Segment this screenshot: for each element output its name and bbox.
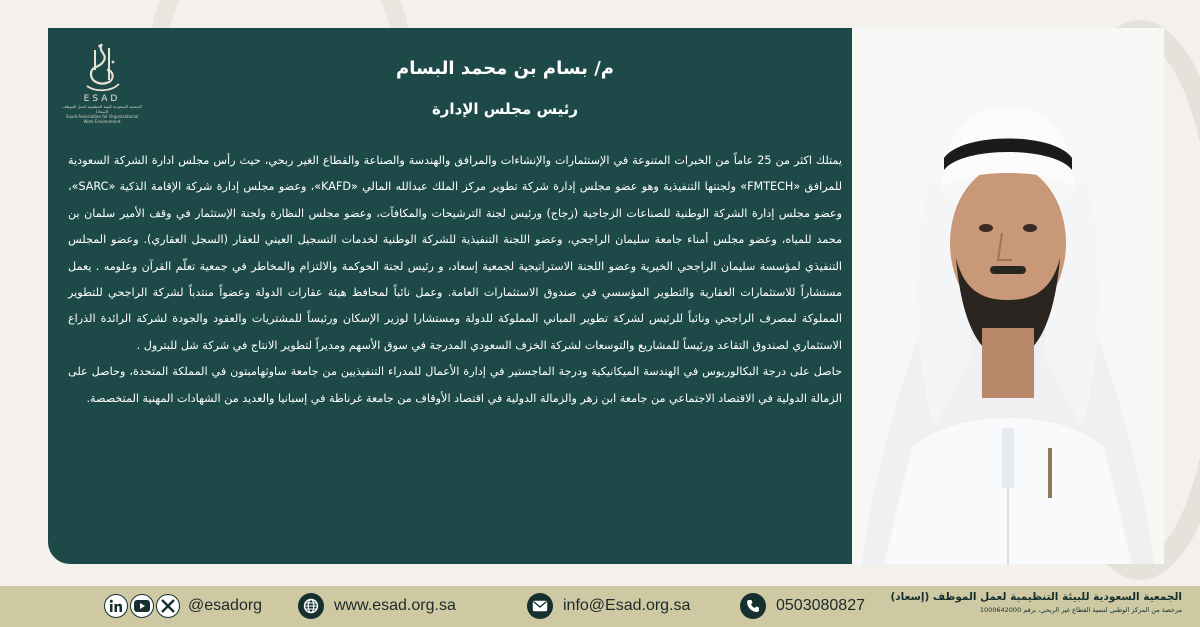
- social-links: [104, 591, 262, 621]
- globe-icon: [298, 593, 324, 619]
- biography: [68, 148, 842, 412]
- organization-name: الجمعية السعودية للبيئة التنظيمية لعمل الموظف (إسعاد): [890, 591, 1182, 603]
- website-text[interactable]: www.esad.org.sa: [334, 597, 456, 614]
- person-name: م/ بسام بن محمد البسام: [396, 58, 614, 79]
- social-icons: [104, 594, 180, 618]
- bio-paragraph: حاصل على درجة البكالوريوس في الهندسة الميكانيكية ودرجة الماجستير في إدارة الأعمال للمدراء التنفيذيين من جامعة ساوثهامبتون في المملكة المتحدة، وحاصل على الزمالة الدولية في الاقتصاد الاجتماعي من جامعة ابن زهر والزمالة الدولية في اقتصاد الأوقاف من جامعة غرناطة في إسبانيا والعديد من الشهادات المهنية المتخصصة.: [68, 365, 842, 405]
- phone-text[interactable]: 0503080827: [776, 597, 865, 614]
- website-link[interactable]: [298, 591, 456, 621]
- logo-subtitle-en: Saudi Association for Organizational Work Environment: [65, 114, 139, 124]
- phone-link[interactable]: [740, 591, 865, 621]
- email-link[interactable]: [527, 591, 690, 621]
- portrait-photo: [852, 28, 1164, 564]
- mail-icon: [527, 593, 553, 619]
- esad-calligraphy-icon: [79, 40, 125, 96]
- social-handle[interactable]: @esadorg: [188, 597, 263, 614]
- organization-license: مرخصة من المركز الوطني لتنمية القطاع غير الربحي، برقم 1000642000: [979, 606, 1182, 614]
- person-portrait-icon: [852, 28, 1164, 564]
- phone-icon: [740, 593, 766, 619]
- logo-subtitle-ar: الجمعية السعودية للبيئة التنظيمية لعمل الموظف (إسعاد): [62, 104, 142, 114]
- organization-info: [862, 590, 1182, 615]
- footer-bar: [0, 586, 1200, 627]
- person-title: رئيس مجلس الإدارة: [431, 100, 579, 118]
- bio-paragraph: يمتلك اكثر من 25 عاماً من الخبرات المتنوعة في الإستثمارات والإنشاءات والمرافق والهندسة والصناعة والقطاع الغير ربحي، حيث رأس مجلس ادارة الشركة السعودية للمرافق «FMTECH» ولجنتها التنفيذية وهو عضو مجلس إدارة شركة تطوير مركز الملك عبدالله المالي «KAFD»، وعضو مجلس إدارة شركة الإقامة الذكية «SARC»، وعضو مجلس إدارة الشركة الوطنية للصناعات الزجاجية (زجاج) ورئيس لجنة الترشيحات والمكافآت، وعضو مجلس النظارة ولجنة الإستثمار في وقف الأمير سلمان بن محمد للمياه، وعضو مجلس أمناء جامعة سليمان الراجحي، وعضو اللجنة التنفيذية للشركة الوطنية لخدمات التسجيل العيني للعقار (السجل العقاري). وعضو المجلس التنفيذي لمؤسسة سليمان الراجحي الخيرية وعضو اللجنة الاستراتيجية لجمعية إسعاد، و رئيس لجنة الحوكمة والالتزام والمخاطر في جمعية تعلّم القرآن وعلومه . يعمل مستشاراً للاستثمارات العقارية والتطوير المؤسسي في صندوق الاستثمارات العامة. وعمل نائباً لمحافظ هيئة عقارات الدولة وعضواً منتدباً لشركة الراجحي للتطوير المملوكة لمصرف الراجحي ونائباً للرئيس لشركة تطوير المباني المملوكة للدولة ومستشارا لوزير الإسكان ورئيساً للمشتريات والعقود والجودة لشركة الرائدة الذراع الاستثماري لصندوق التقاعد ورئيساً للمشاريع والتوسعات لشركة الخزف السعودي المدرجة في سوق الأسهم ومديراً لتطوير الانتاج في شركة شل للبترول .: [68, 154, 843, 352]
- logo-wordmark: ESAD: [83, 94, 121, 104]
- esad-logo: [62, 40, 142, 126]
- linkedin-icon[interactable]: [104, 594, 128, 618]
- x-twitter-icon[interactable]: [156, 594, 180, 618]
- email-text[interactable]: info@Esad.org.sa: [563, 597, 691, 614]
- youtube-icon[interactable]: [130, 594, 154, 618]
